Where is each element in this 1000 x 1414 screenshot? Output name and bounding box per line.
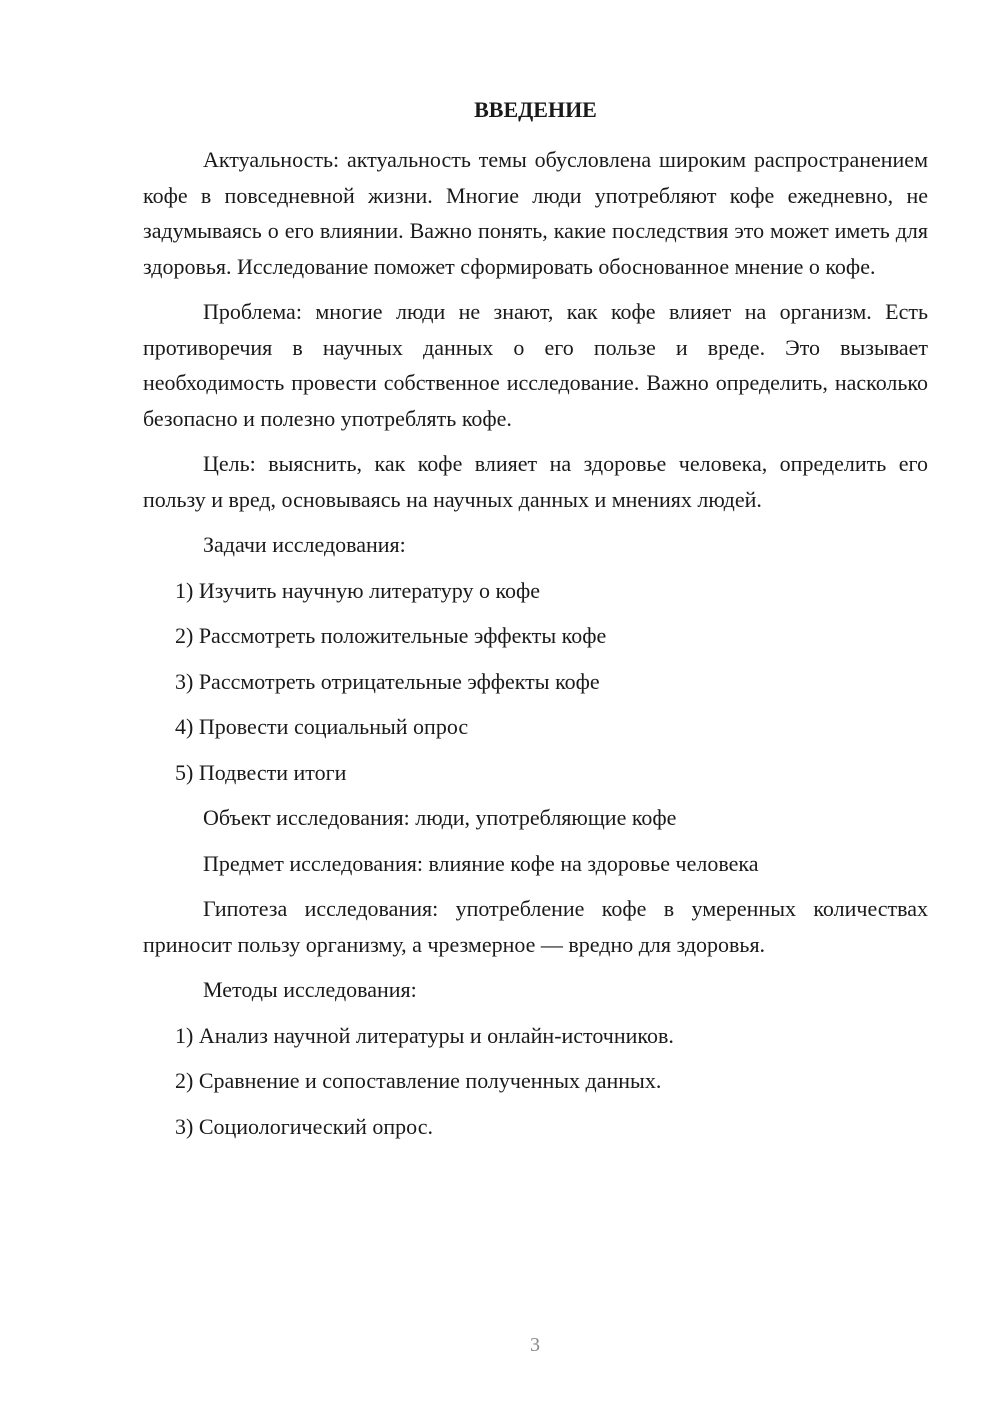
hypothesis-paragraph: Гипотеза исследования: употребление кофе в умеренных количествах приносит пользу организму, а чрезмерное — вредно для здоровья. [143, 896, 928, 957]
methods-heading: Методы исследования: [203, 977, 417, 1002]
task-item: 4) Провести социальный опрос [175, 714, 469, 739]
problem-paragraph: Проблема: многие люди не знают, как кофе влияет на организм. Есть противоречия в научных данных о его пользе и вреде. Это вызывает необходимость провести собственное исследование. Важно определить, насколько безопасно и полезно употреблять кофе. [143, 299, 928, 431]
document-page [143, 94, 928, 1154]
document-title: ВВЕДЕНИЕ [474, 97, 597, 122]
goal-paragraph: Цель: выяснить, как кофе влияет на здоровье человека, определить его пользу и вред, основываясь на научных данных и мнениях людей. [143, 451, 928, 512]
research-subject: Предмет исследования: влияние кофе на здоровье человека [203, 850, 759, 876]
method-item: 3) Социологический опрос. [175, 1113, 433, 1139]
tasks-heading: Задачи исследования: [203, 532, 406, 557]
method-item: 1) Анализ научной литературы и онлайн-источников. [175, 1022, 674, 1048]
research-object: Объект исследования: люди, употребляющие кофе [203, 805, 677, 830]
relevance-paragraph: Актуальность: актуальность темы обусловлена широким распространением кофе в повседневной жизни. Многие люди употребляют кофе ежедневно, не задумываясь о его влиянии. Важно понять, какие последствия это может иметь для здоровья. Исследование поможет сформировать обоснованное мнение о кофе. [143, 147, 928, 279]
method-item: 2) Сравнение и сопоставление полученных данных. [175, 1068, 662, 1093]
task-item: 5) Подвести итоги [175, 759, 347, 785]
task-item: 2) Рассмотреть положительные эффекты кофе [175, 623, 607, 648]
page-number: 3 [530, 1334, 540, 1356]
task-item: 3) Рассмотреть отрицательные эффекты кофе [175, 668, 600, 694]
task-item: 1) Изучить научную литературу о кофе [175, 577, 541, 603]
